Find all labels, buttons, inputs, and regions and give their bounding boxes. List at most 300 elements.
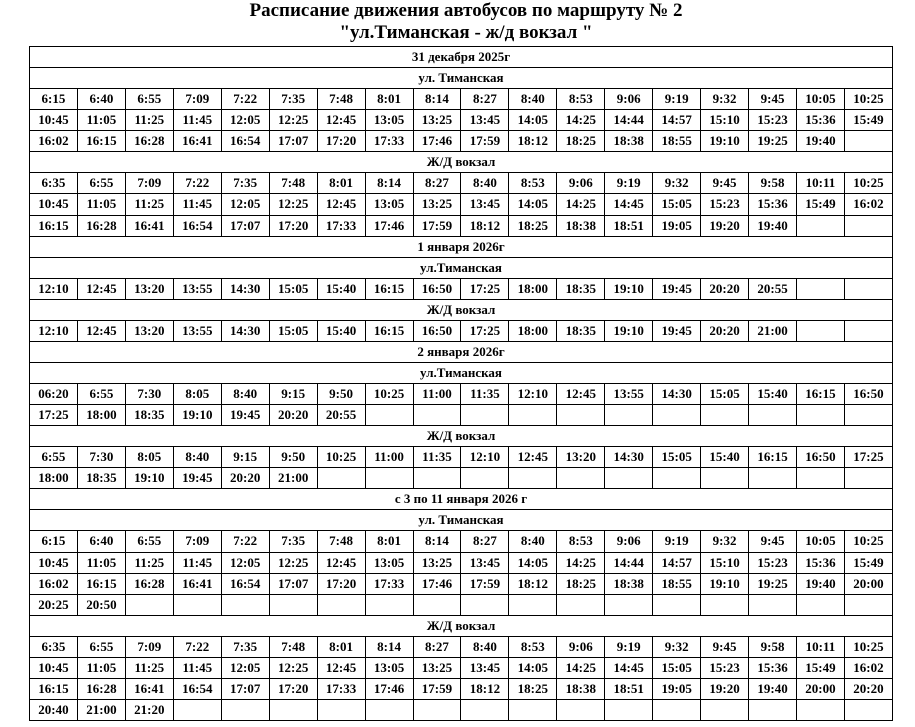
departure-time-cell: 12:10: [509, 384, 557, 405]
departure-time-cell: [749, 699, 797, 720]
departure-time-cell: 16:28: [77, 215, 125, 236]
departure-time-cell: [461, 594, 509, 615]
departure-time-cell: [221, 594, 269, 615]
departure-time-cell: [749, 405, 797, 426]
departure-time-cell: 17:33: [365, 573, 413, 594]
date-header: с 3 по 11 января 2026 г: [30, 489, 893, 510]
departure-time-cell: 16:15: [77, 131, 125, 152]
departure-time-cell: 13:45: [461, 110, 509, 131]
departure-time-cell: 10:25: [844, 531, 892, 552]
departure-time-cell: 10:45: [30, 552, 78, 573]
departure-time-cell: 14:25: [557, 657, 605, 678]
departure-time-cell: 11:05: [77, 194, 125, 215]
departure-time-cell: 10:11: [797, 636, 845, 657]
departure-row: [30, 594, 893, 615]
departure-time-cell: 18:12: [461, 678, 509, 699]
departure-time-cell: 9:06: [605, 531, 653, 552]
departure-time-cell: 18:00: [509, 278, 557, 299]
departure-time-cell: 7:48: [269, 636, 317, 657]
departure-time-cell: [797, 320, 845, 341]
departure-time-cell: 8:01: [317, 173, 365, 194]
departure-time-cell: 7:09: [173, 89, 221, 110]
departure-time-cell: 19:40: [797, 131, 845, 152]
departure-time-cell: 11:25: [125, 657, 173, 678]
departure-time-cell: 17:46: [413, 131, 461, 152]
departure-time-cell: 7:35: [269, 89, 317, 110]
departure-time-cell: 19:10: [701, 131, 749, 152]
departure-time-cell: 18:12: [461, 215, 509, 236]
departure-time-cell: 18:38: [605, 573, 653, 594]
departure-time-cell: [797, 405, 845, 426]
departure-time-cell: 18:00: [509, 320, 557, 341]
departure-time-cell: 7:09: [125, 173, 173, 194]
departure-time-cell: 17:25: [30, 405, 78, 426]
departure-time-cell: 19:05: [653, 215, 701, 236]
departure-row: [30, 657, 893, 678]
departure-time-cell: 13:45: [461, 194, 509, 215]
departure-time-cell: 16:41: [173, 573, 221, 594]
departure-time-cell: 18:38: [557, 678, 605, 699]
departure-time-cell: 18:12: [509, 131, 557, 152]
departure-time-cell: 8:53: [509, 173, 557, 194]
departure-time-cell: 16:41: [125, 215, 173, 236]
departure-time-cell: [605, 405, 653, 426]
stop-header-row: [30, 615, 893, 636]
departure-time-cell: 11:05: [77, 110, 125, 131]
departure-time-cell: 19:10: [125, 468, 173, 489]
departure-time-cell: [557, 594, 605, 615]
departure-time-cell: 16:15: [30, 678, 78, 699]
departure-time-cell: 9:19: [605, 636, 653, 657]
departure-time-cell: [509, 699, 557, 720]
departure-time-cell: 12:45: [317, 552, 365, 573]
stop-header: Ж/Д вокзал: [30, 615, 893, 636]
departure-time-cell: 16:15: [365, 278, 413, 299]
departure-time-cell: 7:22: [221, 89, 269, 110]
departure-time-cell: 15:40: [317, 278, 365, 299]
departure-time-cell: 18:00: [30, 468, 78, 489]
departure-time-cell: 17:33: [317, 678, 365, 699]
departure-time-cell: 11:00: [413, 384, 461, 405]
departure-time-cell: 6:35: [30, 173, 78, 194]
departure-time-cell: 10:05: [797, 89, 845, 110]
departure-time-cell: 14:30: [221, 278, 269, 299]
departure-time-cell: 19:25: [749, 573, 797, 594]
departure-time-cell: 11:05: [77, 657, 125, 678]
departure-time-cell: 17:46: [365, 215, 413, 236]
departure-time-cell: 18:25: [557, 573, 605, 594]
departure-time-cell: 6:55: [77, 173, 125, 194]
departure-time-cell: [653, 468, 701, 489]
departure-time-cell: [509, 405, 557, 426]
departure-time-cell: [413, 699, 461, 720]
departure-time-cell: 6:55: [125, 89, 173, 110]
departure-time-cell: 17:25: [844, 447, 892, 468]
stop-header: ул. Тиманская: [30, 68, 893, 89]
departure-time-cell: 8:40: [461, 173, 509, 194]
departure-time-cell: 17:46: [413, 573, 461, 594]
departure-time-cell: 06:20: [30, 384, 78, 405]
departure-time-cell: 18:35: [557, 320, 605, 341]
departure-time-cell: 15:05: [653, 657, 701, 678]
departure-time-cell: 11:45: [173, 657, 221, 678]
departure-time-cell: 17:20: [269, 215, 317, 236]
departure-time-cell: 9:15: [221, 447, 269, 468]
departure-time-cell: 11:05: [77, 552, 125, 573]
departure-time-cell: 13:25: [413, 110, 461, 131]
departure-time-cell: 10:05: [797, 531, 845, 552]
departure-time-cell: 8:01: [365, 89, 413, 110]
departure-time-cell: 12:25: [269, 194, 317, 215]
departure-time-cell: 9:45: [701, 173, 749, 194]
departure-time-cell: 15:05: [269, 320, 317, 341]
departure-time-cell: 15:10: [701, 552, 749, 573]
departure-time-cell: 16:50: [797, 447, 845, 468]
departure-time-cell: 8:40: [173, 447, 221, 468]
departure-time-cell: 8:27: [413, 173, 461, 194]
departure-time-cell: 13:45: [461, 552, 509, 573]
departure-time-cell: 15:49: [844, 110, 892, 131]
departure-time-cell: 19:10: [173, 405, 221, 426]
departure-time-cell: 12:45: [317, 657, 365, 678]
departure-row: [30, 278, 893, 299]
departure-time-cell: 15:23: [749, 110, 797, 131]
departure-time-cell: 10:25: [844, 89, 892, 110]
departure-time-cell: 8:53: [557, 89, 605, 110]
departure-time-cell: 15:49: [797, 657, 845, 678]
departure-time-cell: 9:06: [557, 173, 605, 194]
departure-time-cell: 9:50: [317, 384, 365, 405]
departure-time-cell: 16:50: [844, 384, 892, 405]
departure-time-cell: [221, 699, 269, 720]
departure-time-cell: 15:05: [653, 447, 701, 468]
departure-time-cell: 18:38: [605, 131, 653, 152]
departure-time-cell: 13:55: [173, 278, 221, 299]
departure-time-cell: 15:49: [797, 194, 845, 215]
departure-time-cell: 18:51: [605, 215, 653, 236]
departure-time-cell: 11:35: [413, 447, 461, 468]
departure-time-cell: 8:53: [557, 531, 605, 552]
departure-time-cell: 12:05: [221, 657, 269, 678]
departure-time-cell: 8:01: [317, 636, 365, 657]
departure-time-cell: [317, 594, 365, 615]
departure-time-cell: 14:57: [653, 110, 701, 131]
departure-time-cell: [749, 594, 797, 615]
departure-time-cell: 18:35: [77, 468, 125, 489]
departure-time-cell: [844, 699, 892, 720]
departure-time-cell: 6:55: [77, 636, 125, 657]
departure-time-cell: 14:05: [509, 194, 557, 215]
departure-time-cell: 19:10: [605, 320, 653, 341]
departure-time-cell: 7:22: [173, 173, 221, 194]
departure-time-cell: 14:45: [605, 657, 653, 678]
departure-time-cell: [844, 468, 892, 489]
departure-time-cell: 14:44: [605, 552, 653, 573]
departure-time-cell: 6:15: [30, 89, 78, 110]
departure-time-cell: 8:27: [413, 636, 461, 657]
departure-time-cell: 14:25: [557, 110, 605, 131]
departure-time-cell: [797, 594, 845, 615]
departure-time-cell: 21:00: [749, 320, 797, 341]
departure-time-cell: 15:10: [701, 110, 749, 131]
departure-row: [30, 89, 893, 110]
departure-time-cell: 12:10: [30, 278, 78, 299]
departure-time-cell: 7:48: [317, 89, 365, 110]
departure-time-cell: 6:35: [30, 636, 78, 657]
departure-time-cell: [557, 468, 605, 489]
departure-time-cell: 15:23: [701, 194, 749, 215]
departure-time-cell: 19:20: [701, 215, 749, 236]
departure-time-cell: 13:25: [413, 552, 461, 573]
departure-time-cell: 7:35: [221, 636, 269, 657]
departure-time-cell: 14:25: [557, 552, 605, 573]
departure-time-cell: 8:40: [221, 384, 269, 405]
departure-time-cell: 8:40: [461, 636, 509, 657]
departure-time-cell: 12:10: [461, 447, 509, 468]
departure-time-cell: 19:20: [701, 678, 749, 699]
departure-time-cell: [605, 594, 653, 615]
departure-time-cell: [557, 405, 605, 426]
departure-time-cell: [797, 468, 845, 489]
departure-time-cell: 18:25: [509, 678, 557, 699]
departure-time-cell: 7:30: [125, 384, 173, 405]
departure-time-cell: 12:45: [509, 447, 557, 468]
stop-header: Ж/Д вокзал: [30, 152, 893, 173]
departure-time-cell: 12:45: [77, 320, 125, 341]
departure-time-cell: 12:25: [269, 552, 317, 573]
departure-row: [30, 573, 893, 594]
departure-time-cell: 10:45: [30, 657, 78, 678]
departure-time-cell: [461, 468, 509, 489]
departure-time-cell: 21:20: [125, 699, 173, 720]
departure-time-cell: 6:40: [77, 89, 125, 110]
departure-time-cell: 9:50: [269, 447, 317, 468]
stop-header: ул.Тиманская: [30, 257, 893, 278]
departure-time-cell: 14:30: [605, 447, 653, 468]
departure-time-cell: [365, 594, 413, 615]
departure-time-cell: [844, 405, 892, 426]
departure-time-cell: 7:35: [221, 173, 269, 194]
schedule-title: Расписание движения автобусов по маршруту № 2: [249, 0, 683, 21]
date-header: 1 января 2026г: [30, 236, 893, 257]
departure-time-cell: 17:59: [413, 215, 461, 236]
departure-time-cell: 18:25: [509, 215, 557, 236]
departure-time-cell: 9:32: [701, 89, 749, 110]
departure-time-cell: 19:10: [605, 278, 653, 299]
departure-time-cell: 14:57: [653, 552, 701, 573]
departure-time-cell: [797, 699, 845, 720]
departure-time-cell: 17:07: [221, 678, 269, 699]
stop-header-row: [30, 362, 893, 383]
departure-time-cell: 11:35: [461, 384, 509, 405]
departure-time-cell: 7:22: [173, 636, 221, 657]
departure-time-cell: 11:45: [173, 552, 221, 573]
departure-time-cell: 14:05: [509, 657, 557, 678]
stop-header: ул. Тиманская: [30, 510, 893, 531]
departure-time-cell: 16:15: [30, 215, 78, 236]
departure-time-cell: 16:15: [365, 320, 413, 341]
departure-time-cell: [269, 594, 317, 615]
departure-time-cell: 20:20: [844, 678, 892, 699]
departure-time-cell: 6:40: [77, 531, 125, 552]
departure-time-cell: 9:06: [605, 89, 653, 110]
stop-header: Ж/Д вокзал: [30, 299, 893, 320]
departure-time-cell: [701, 468, 749, 489]
departure-time-cell: 7:09: [173, 531, 221, 552]
departure-time-cell: 7:48: [269, 173, 317, 194]
departure-time-cell: [653, 594, 701, 615]
departure-time-cell: 18:25: [557, 131, 605, 152]
departure-time-cell: 20:40: [30, 699, 78, 720]
departure-time-cell: 6:15: [30, 531, 78, 552]
departure-time-cell: [844, 320, 892, 341]
departure-time-cell: 13:05: [365, 552, 413, 573]
date-header-row: [30, 341, 893, 362]
departure-time-cell: 8:40: [509, 89, 557, 110]
departure-time-cell: 20:00: [797, 678, 845, 699]
stop-header: Ж/Д вокзал: [30, 426, 893, 447]
departure-time-cell: 11:45: [173, 194, 221, 215]
departure-time-cell: 12:25: [269, 657, 317, 678]
departure-time-cell: 19:40: [797, 573, 845, 594]
stop-header-row: [30, 299, 893, 320]
departure-time-cell: 19:40: [749, 678, 797, 699]
date-header: 31 декабря 2025г: [30, 47, 893, 68]
departure-time-cell: 12:05: [221, 552, 269, 573]
date-header-row: [30, 236, 893, 257]
departure-time-cell: 20:20: [269, 405, 317, 426]
departure-time-cell: 18:38: [557, 215, 605, 236]
departure-time-cell: [413, 594, 461, 615]
departure-time-cell: 20:55: [749, 278, 797, 299]
departure-time-cell: 17:20: [317, 573, 365, 594]
departure-time-cell: 13:05: [365, 657, 413, 678]
departure-row: [30, 636, 893, 657]
departure-time-cell: 11:25: [125, 194, 173, 215]
departure-time-cell: 20:20: [701, 278, 749, 299]
departure-row: [30, 447, 893, 468]
departure-time-cell: 8:14: [365, 636, 413, 657]
stop-header: ул.Тиманская: [30, 362, 893, 383]
departure-time-cell: 19:25: [749, 131, 797, 152]
departure-time-cell: 15:23: [749, 552, 797, 573]
departure-time-cell: 15:40: [701, 447, 749, 468]
departure-time-cell: 19:10: [701, 573, 749, 594]
departure-time-cell: 20:50: [77, 594, 125, 615]
departure-time-cell: [844, 594, 892, 615]
departure-time-cell: 16:28: [125, 131, 173, 152]
departure-time-cell: 18:35: [125, 405, 173, 426]
departure-time-cell: 12:25: [269, 110, 317, 131]
departure-time-cell: [413, 468, 461, 489]
departure-time-cell: [653, 699, 701, 720]
departure-time-cell: [605, 699, 653, 720]
departure-time-cell: 8:27: [461, 531, 509, 552]
departure-time-cell: 17:59: [413, 678, 461, 699]
departure-time-cell: [125, 594, 173, 615]
departure-time-cell: 19:45: [653, 278, 701, 299]
departure-time-cell: 17:07: [269, 573, 317, 594]
departure-time-cell: 9:19: [653, 531, 701, 552]
departure-time-cell: [844, 215, 892, 236]
departure-time-cell: 15:36: [797, 552, 845, 573]
departure-time-cell: 15:05: [653, 194, 701, 215]
departure-time-cell: 17:07: [221, 215, 269, 236]
departure-row: [30, 110, 893, 131]
departure-time-cell: 18:35: [557, 278, 605, 299]
departure-time-cell: 16:41: [173, 131, 221, 152]
departure-time-cell: 8:27: [461, 89, 509, 110]
departure-time-cell: 16:02: [844, 657, 892, 678]
departure-time-cell: 11:25: [125, 110, 173, 131]
departure-time-cell: 9:58: [749, 636, 797, 657]
departure-time-cell: 9:32: [653, 173, 701, 194]
departure-time-cell: 15:36: [749, 194, 797, 215]
departure-time-cell: 6:55: [30, 447, 78, 468]
departure-time-cell: 17:20: [269, 678, 317, 699]
departure-time-cell: 11:25: [125, 552, 173, 573]
departure-time-cell: 8:53: [509, 636, 557, 657]
departure-row: [30, 678, 893, 699]
departure-time-cell: 17:59: [461, 573, 509, 594]
departure-time-cell: [557, 699, 605, 720]
departure-time-cell: 12:10: [30, 320, 78, 341]
departure-time-cell: 16:54: [221, 573, 269, 594]
departure-time-cell: [749, 468, 797, 489]
departure-time-cell: 14:05: [509, 110, 557, 131]
departure-time-cell: 21:00: [77, 699, 125, 720]
departure-row: [30, 531, 893, 552]
departure-time-cell: 19:05: [653, 678, 701, 699]
departure-time-cell: 14:30: [653, 384, 701, 405]
departure-time-cell: 15:05: [701, 384, 749, 405]
departure-row: [30, 384, 893, 405]
departure-time-cell: 8:05: [125, 447, 173, 468]
departure-time-cell: [509, 594, 557, 615]
departure-time-cell: 8:14: [413, 531, 461, 552]
departure-time-cell: 15:49: [844, 552, 892, 573]
departure-time-cell: [461, 405, 509, 426]
departure-time-cell: 16:28: [125, 573, 173, 594]
departure-time-cell: 9:32: [653, 636, 701, 657]
departure-time-cell: 7:30: [77, 447, 125, 468]
departure-time-cell: 13:25: [413, 194, 461, 215]
departure-time-cell: 10:45: [30, 110, 78, 131]
departure-time-cell: [605, 468, 653, 489]
departure-time-cell: 9:19: [605, 173, 653, 194]
departure-time-cell: 17:59: [461, 131, 509, 152]
departure-time-cell: 16:50: [413, 278, 461, 299]
departure-time-cell: 16:02: [844, 194, 892, 215]
departure-time-cell: 17:25: [461, 320, 509, 341]
departure-row: [30, 173, 893, 194]
departure-time-cell: [365, 405, 413, 426]
departure-time-cell: 19:45: [653, 320, 701, 341]
departure-time-cell: 16:28: [77, 678, 125, 699]
departure-row: [30, 215, 893, 236]
departure-time-cell: 16:15: [749, 447, 797, 468]
departure-time-cell: 15:23: [701, 657, 749, 678]
departure-time-cell: 8:40: [509, 531, 557, 552]
departure-time-cell: 16:02: [30, 131, 78, 152]
departure-time-cell: 12:45: [77, 278, 125, 299]
departure-time-cell: [797, 278, 845, 299]
stop-header-row: [30, 68, 893, 89]
departure-time-cell: 18:00: [77, 405, 125, 426]
departure-time-cell: 8:14: [365, 173, 413, 194]
date-header-row: [30, 489, 893, 510]
departure-time-cell: 17:46: [365, 678, 413, 699]
